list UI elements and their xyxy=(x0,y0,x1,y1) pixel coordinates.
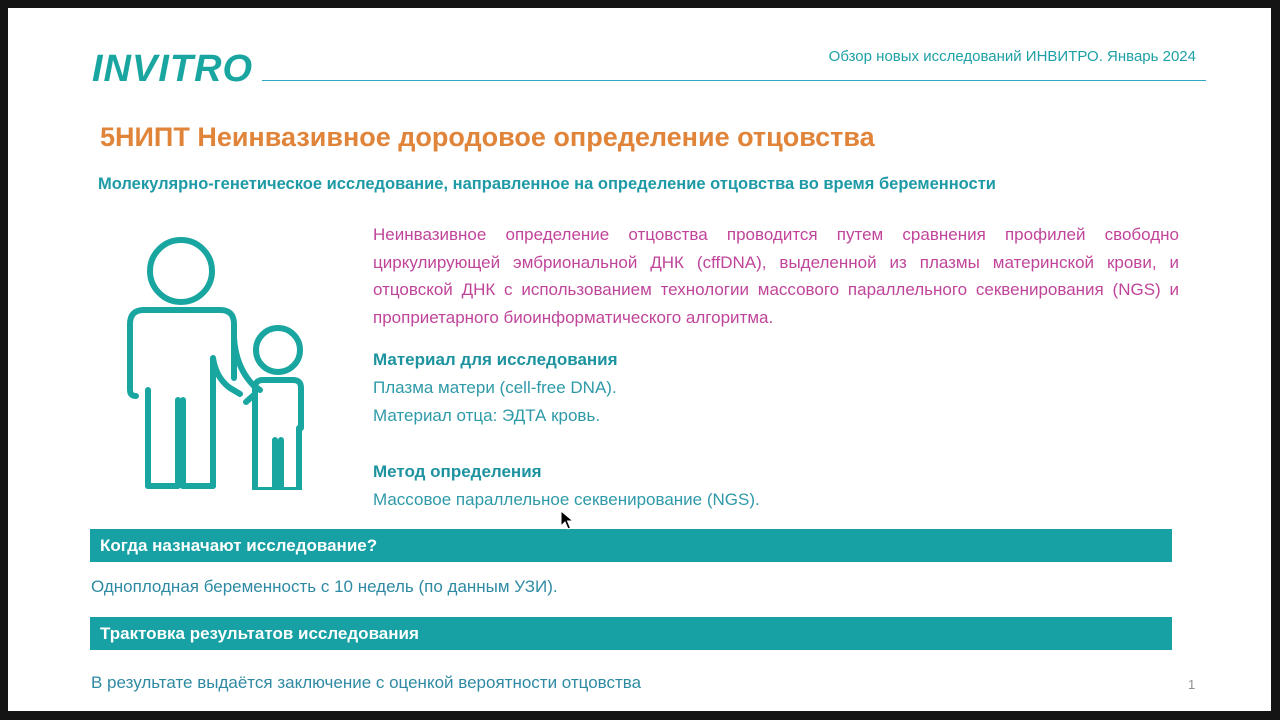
test-description: Неинвазивное определение отцовства проводится путем сравнения профилей свободно циркулирующей эмбриональной ДНК (cffDNA), выделенной из плазмы материнской крови, и отцовской ДНК с использованием технологии массового параллельного секвенирования (NGS) и проприетарного биоинформатического алгоритма. xyxy=(373,225,1179,327)
section-heading: Трактовка результатов исследования xyxy=(100,623,419,643)
mouse-cursor-icon xyxy=(560,510,574,530)
header-subtitle: Обзор новых исследований ИНВИТРО. Январь 2024 xyxy=(828,48,1196,65)
method-label: Метод определения xyxy=(373,462,542,481)
section-header-interpretation xyxy=(90,617,1172,650)
parent-and-child-icon xyxy=(108,228,318,490)
material-label: Материал для исследования xyxy=(373,350,618,369)
method-line: Массовое параллельное секвенирование (NGS). xyxy=(373,490,760,509)
section-header-indications xyxy=(90,529,1172,562)
section-text: В результате выдаётся заключение с оценкой вероятности отцовства xyxy=(91,673,642,692)
header-divider xyxy=(262,80,1206,81)
slide xyxy=(8,8,1271,711)
section-heading: Когда назначают исследование? xyxy=(100,535,378,555)
invitro-logo: INVITRO xyxy=(92,48,254,90)
material-line: Материал отца: ЭДТА кровь. xyxy=(373,406,601,425)
page-subtitle: Молекулярно-генетическое исследование, направленное на определение отцовства во время беременности xyxy=(98,175,996,193)
page-number: 1 xyxy=(1188,677,1196,692)
page-title: 5НИПТ Неинвазивное дородовое определение отцовства xyxy=(100,122,875,152)
material-line: Плазма матери (cell-free DNA). xyxy=(373,378,617,397)
section-text: Одноплодная беременность с 10 недель (по данным УЗИ). xyxy=(91,577,558,596)
